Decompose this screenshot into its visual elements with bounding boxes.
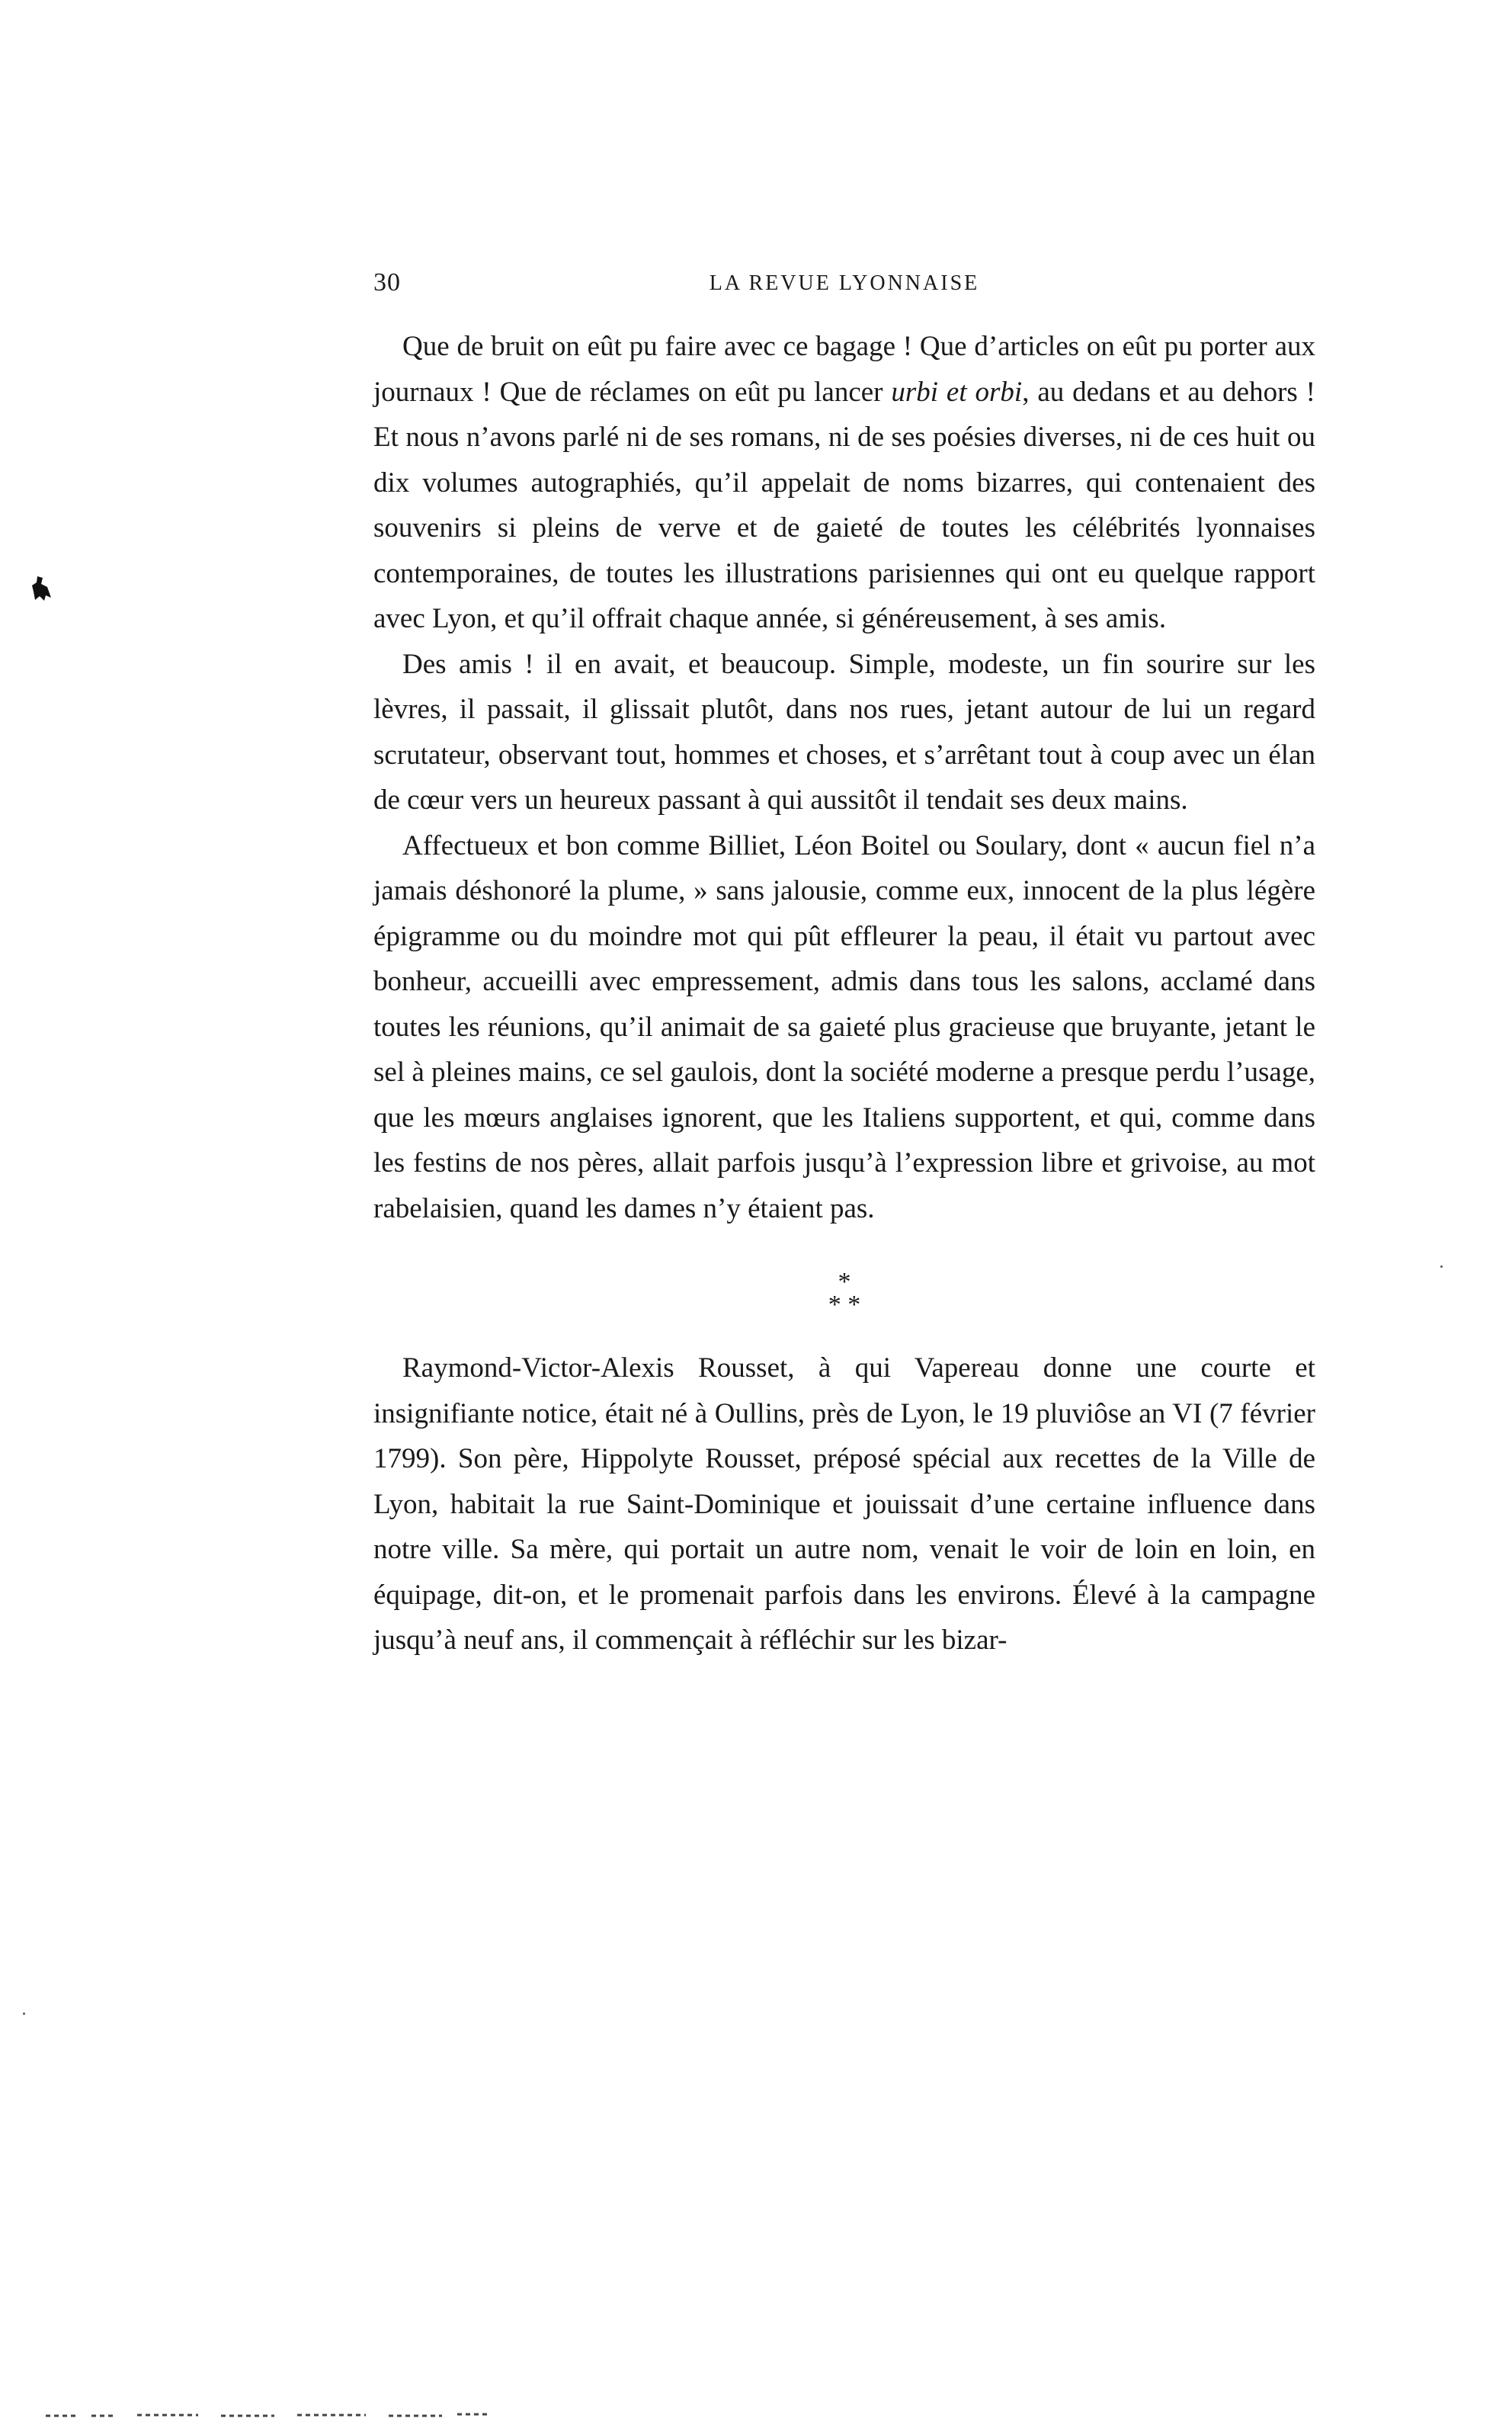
paper-speck bbox=[1440, 1265, 1443, 1268]
page-header bbox=[373, 268, 1315, 306]
asterism-bottom: * * bbox=[828, 1291, 861, 1319]
body-text bbox=[373, 324, 1315, 1663]
paragraph-1 bbox=[373, 324, 1315, 642]
section-asterism bbox=[373, 1268, 1315, 1319]
asterism-top: * bbox=[838, 1268, 851, 1296]
scan-edge-noise bbox=[46, 2411, 503, 2419]
paragraph-1-italic: urbi et orbi bbox=[891, 376, 1023, 408]
paragraph-4: Raymond-Victor-Alexis Rousset, à qui Vapereau donne une courte et insignifiante notice, était né à Oullins, près de Lyon, le 19 pluviôse an VI (7 février 1799). Son père, Hippolyte Rousset, préposé spécial aux recettes de la Ville de Lyon, habitait la rue Saint-Dominique et jouissait d’une certaine influence dans notre ville. Sa mère, qui portait un autre nom, venait le voir de loin en loin, en équipage, dit-on, et le promenait parfois dans les environs. Élevé à la campagne jusqu’à neuf ans, il commençait à réfléchir sur les bizar- bbox=[373, 1352, 1315, 1656]
paragraph-1-text-a: Que de bruit on eût pu faire avec ce bagage ! Que d’articles on eût pu porter aux journaux ! Que de réclames on eût pu lancer bbox=[373, 331, 1315, 408]
margin-ink-mark bbox=[30, 575, 53, 604]
paragraph-2: Des amis ! il en avait, et beaucoup. Simple, modeste, un fin sourire sur les lèvres, il passait, il glissait plutôt, dans nos rues, jetant autour de lui un regard scrutateur, observant tout, hommes et choses, et s’arrêtant tout à coup avec un élan de cœur vers un heureux passant à qui aussitôt il tendait ses deux mains. bbox=[373, 648, 1315, 816]
paragraph-3: Affectueux et bon comme Billiet, Léon Boitel ou Soulary, dont « aucun fiel n’a jamais déshonoré la plume, » sans jalousie, comme eux, innocent de la plus légère épigramme ou du moindre mot qui pût effleurer la peau, il était vu partout avec bonheur, accueilli avec empressement, admis dans tous les salons, acclamé dans toutes les réunions, qu’il animait de sa gaieté plus gracieuse que bruyante, jetant le sel à pleines mains, ce sel gaulois, dont la société moderne a presque perdu l’usage, que les mœurs anglaises ignorent, que les Italiens supportent, et qui, comme dans les festins de nos pères, allait parfois jusqu’à l’expression libre et grivoise, au mot rabelaisien, quand les dames n’y étaient pas. bbox=[373, 829, 1316, 1224]
paper-speck bbox=[23, 2013, 25, 2015]
running-title: LA REVUE LYONNAISE bbox=[709, 271, 980, 295]
page-number: 30 bbox=[373, 268, 401, 297]
paragraph-1-text-b: , au dedans et au dehors ! Et nous n’avons parlé ni de ses romans, ni de ses poésies diverses, ni de ces huit ou dix volumes autographiés, qu’il appelait de noms bizarres, qui contenaient des souvenirs si pleins de verve et de gaieté de toutes les célébrités lyonnaises contemporaines, de toutes les illustrations parisiennes qui ont eu quelque rapport avec Lyon, et qu’il offrait chaque année, si généreusement, à ses amis. bbox=[373, 376, 1315, 634]
